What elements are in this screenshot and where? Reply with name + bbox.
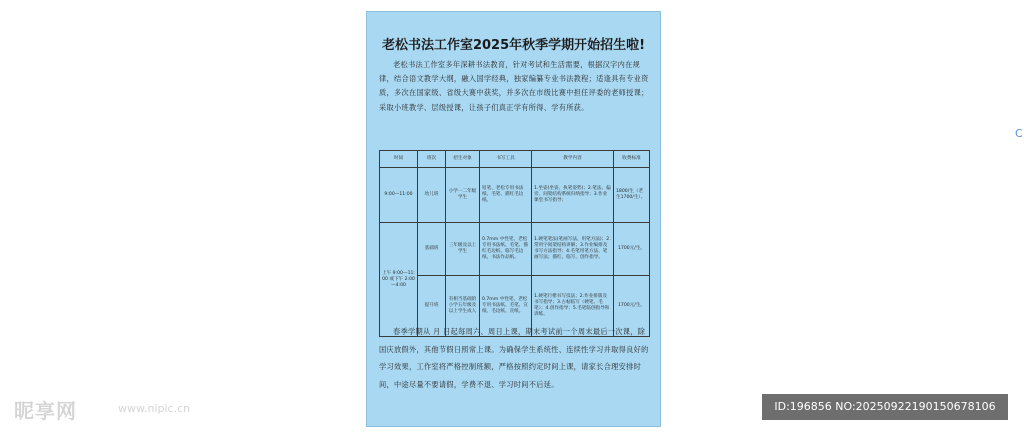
cell-fee: 1800/生（老生1700/生）。 [614, 168, 650, 223]
header-fee: 收费标准 [614, 151, 650, 168]
cell-target: 有相当基础的小学五年级及以上学生成人 [446, 276, 480, 337]
cell-class: 基础班 [418, 223, 446, 276]
cell-content: 1.坐姿(坐姿、执笔姿势)；2.笔法、偏旁、间架结构系统归纳指导；3.作业课堂书写指导； [532, 168, 614, 223]
cell-target: 小学一二年级学生 [446, 168, 480, 223]
cell-tools: 0.7mm 中性笔、老松专用书法纸、毛笔、宣纸、毛边纸、宣纸。 [480, 276, 532, 337]
cell-fee: 1700元/生。 [614, 276, 650, 337]
table-row [380, 168, 650, 223]
header-class: 班次 [418, 151, 446, 168]
header-time: 时间 [380, 151, 418, 168]
cell-time: 上午 9:00—11:00 或下午 2:00—4:00 [380, 223, 418, 337]
cell-fee: 1700元/生。 [614, 223, 650, 276]
poster-title: 老松书法工作室2025年秋季学期开始招生啦! [381, 38, 646, 53]
image-id-label: ID:196856 NO:20250922190150678106 [762, 394, 1008, 420]
schedule-table [379, 150, 650, 337]
cell-tools: 0.7mm 中性笔、老松专用书法纸、毛笔、描红毛边纸、临写毛边纸、书法作品纸。 [480, 223, 532, 276]
header-tools: 书写工具 [480, 151, 532, 168]
watermark-url: www.nipic.cn [118, 402, 191, 415]
cell-target: 三年级及以上学生 [446, 223, 480, 276]
edge-handle-icon[interactable]: C [1015, 127, 1023, 140]
table-row [380, 223, 650, 276]
cell-content: 1.硬笔笔法(笔画写法、用笔方法)；2.常用字间架结构讲解；3.作业编排及书写方法指导；4.毛笔用笔方法、笔画写法；描红、临写、创作指导。 [532, 223, 614, 276]
cell-class: 提升班 [418, 276, 446, 337]
cell-tools: 铅笔、老松专用书法纸、毛笔、描红毛边纸。 [480, 168, 532, 223]
table-header-row [380, 151, 650, 168]
poster-intro: 老松书法工作室多年深耕书法教育，针对考试和生活需要，根据汉字内在规律，结合语文教学大纲，融入国学经典，独家编纂专业书法教程；适逢具有专业资质，多次在国家级、省级大赛中获奖，并多次在市级比赛中担任评委的老师授课；采取小班教学、层级授课，让孩子们真正学有所得、学有所获。 [379, 60, 649, 112]
cell-content: 1.硬笔行楷书写技法；2.作业排版及书写指导；3.古帖临写（硬笔、毛笔）；4.创作指导；5.毛笔临创指导和训练。 [532, 276, 614, 337]
poster-footer: 春季学期从 月 日起每周六、周日上课，期末考试前一个周末最后一次课，除国庆放假外，其他节假日照常上课。为确保学生系统性、连续性学习并取得良好的学习效果，工作室将严格控制班额，严格按照约定时间上课，请家长合理安排时间，中途尽量不要请假，学费不退、学习时间不后延。 [379, 327, 649, 389]
cell-class: 幼儿班 [418, 168, 446, 223]
header-target: 招生对象 [446, 151, 480, 168]
watermark-logo: 昵享网 [14, 399, 77, 423]
cell-time: 9:00—11:00 [380, 168, 418, 223]
enrollment-poster [366, 11, 661, 427]
header-content: 教学内容 [532, 151, 614, 168]
